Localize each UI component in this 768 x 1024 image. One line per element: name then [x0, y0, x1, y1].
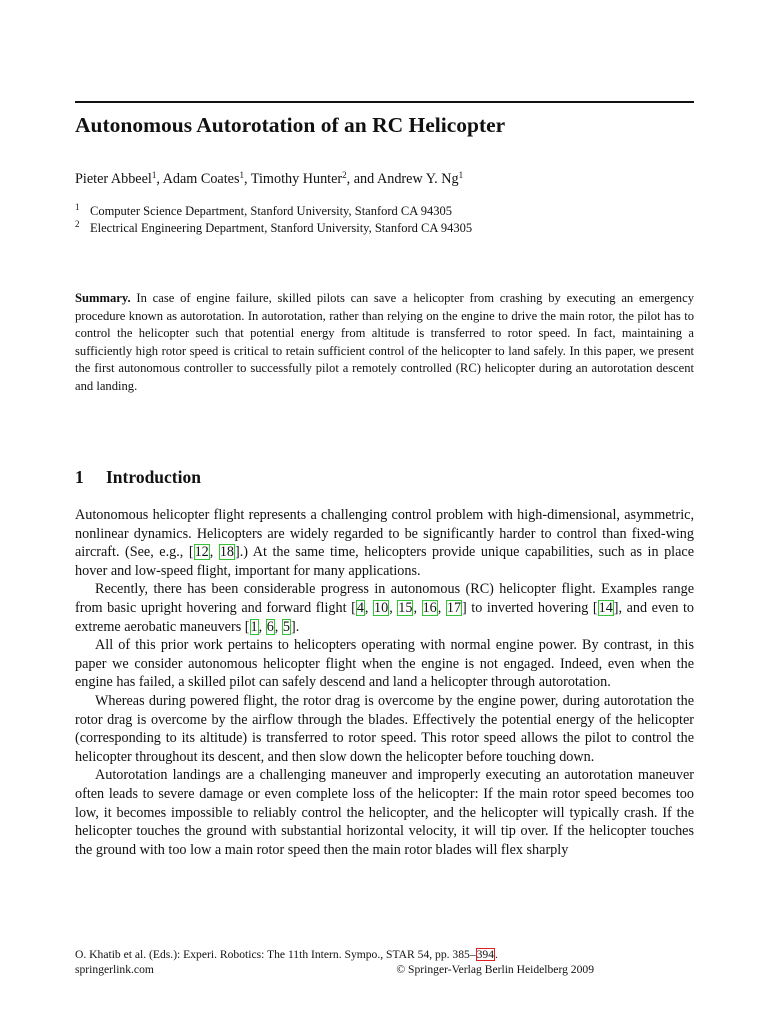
paragraph-text: , [209, 544, 219, 561]
paragraph-text: ]. [290, 618, 300, 635]
affiliation-mark: 2 [75, 219, 80, 229]
citation-line [75, 947, 694, 962]
paragraph-text: ].) At the same time, helicopters provide unique capabilities, such as in place hover and low-speed flight, important for many applications. [75, 544, 695, 579]
citation-suffix: . [495, 948, 498, 961]
author-affil-mark: 2 [342, 170, 347, 180]
intro-body [75, 506, 694, 859]
footer-row [75, 962, 694, 977]
page-footer [75, 947, 694, 977]
author-name: Andrew Y. Ng [376, 171, 459, 187]
affiliation-row [75, 220, 694, 237]
paragraph-text: ] to inverted hovering [ [462, 599, 598, 616]
paragraph-text: ], and even to extreme aerobatic maneuvers [ [75, 599, 695, 635]
paragraph-text: , [437, 599, 446, 616]
citation-link[interactable]: 18 [219, 544, 235, 561]
citation-link[interactable]: 4 [356, 599, 364, 616]
citation-link[interactable]: 15 [398, 599, 413, 616]
author-affil-mark: 1 [458, 170, 464, 180]
paragraph-text: , [274, 618, 282, 635]
citation-link[interactable]: 6 [266, 618, 274, 635]
title-rule [75, 101, 694, 103]
citation-link[interactable]: 5 [282, 618, 290, 635]
author-affil-mark: 1 [239, 170, 244, 180]
citation-link[interactable]: 17 [446, 599, 462, 616]
author-affil-mark: 1 [151, 170, 157, 180]
paragraph [75, 692, 694, 766]
author-name: Adam Coates [162, 171, 240, 187]
site-link[interactable]: springerlink.com [75, 963, 154, 976]
paragraph-text: , [258, 618, 266, 635]
author-list [75, 169, 694, 189]
summary [75, 290, 694, 396]
section-number: 1 [75, 467, 84, 487]
affiliation-row [75, 203, 694, 220]
paragraph [75, 636, 694, 692]
paragraph-text: Whereas during powered flight, the rotor drag is overcome by the engine power, during autorotation the rotor drag is overcome by the airflow through the blades. Effectively the potential energy of the helicopter (corresponding to its altitude) is transferred to rotor speed. This rotor speed allows the pilot to control the helicopter throughout its descent, and then slow down the helicopter before touching down. [75, 692, 694, 765]
paragraph-text: Recently, there has been considerable progress in autonomous (RC) helicopter flight. Examples range from basic upright hovering and forward flight [ [75, 581, 694, 616]
paragraph [75, 506, 694, 580]
affiliation-text: Electrical Engineering Department, Stanford University, Stanford CA 94305 [90, 221, 473, 235]
summary-label: Summary. [75, 291, 131, 305]
section-title: Introduction [106, 467, 201, 487]
citation-link[interactable]: 1 [250, 618, 258, 635]
paragraph-text: , [364, 599, 373, 616]
author-name: Pieter Abbeel [75, 171, 152, 187]
paragraph [75, 766, 694, 859]
author-separator: , [156, 171, 163, 187]
paragraph-text: Autorotation landings are a challenging maneuver and improperly executing an autorotation maneuver often leads to severe damage or even complete loss of the helicopter: If the main rotor speed becomes too low, it becomes impossible to reliably control the helicopter, and the helicopter will typically crash. If the helicopter touches the ground with substantial horizontal velocity, it will tip over. If the helicopter touches the ground with too low a main rotor speed then the main rotor blades will flex sharply [75, 767, 694, 858]
citation-prefix: O. Khatib et al. (Eds.): Experi. Robotics: The 11th Intern. Sympo., STAR 54, pp. 385– [75, 948, 476, 961]
author-name: Timothy Hunter [250, 171, 343, 187]
paragraph-text: All of this prior work pertains to helicopters operating with normal engine power. By contrast, in this paper we consider autonomous helicopter flight when the engine is not engaged. Indeed, even when the engine has failed, a skilled pilot can safely descend and land a helicopter through autorotation. [75, 637, 694, 691]
summary-text: In case of engine failure, skilled pilots can save a helicopter from crashing by executing an emergency procedure known as autorotation. In autorotation, rather than relying on the engine to drive the main rotor, the pilot has to control the helicopter such that potential energy from altitude is transferred to rotor speed. In fact, maintaining a sufficiently high rotor speed is critical to retain sufficient control of the helicopter to land safely. In this paper, we present the first autonomous controller to successfully pilot a remotely controlled (RC) helicopter during an autorotation descent and landing. [75, 291, 694, 393]
citation-link[interactable]: 14 [598, 599, 613, 616]
paper-title: Autonomous Autorotation of an RC Helicopter [75, 113, 506, 137]
paragraph [75, 580, 694, 636]
affiliation-text: Computer Science Department, Stanford University, Stanford CA 94305 [90, 204, 452, 218]
citation-link[interactable]: 16 [422, 599, 437, 616]
citation-link[interactable]: 12 [194, 544, 209, 561]
paragraph-text: Autonomous helicopter flight represents a challenging control problem with high-dimensional, asymmetric, nonlinear dynamics. Helicopters are widely regarded to be significantly harder to control than fixed-wing aircraft. (See, e.g., [ [75, 507, 694, 561]
affiliation-mark: 1 [75, 202, 80, 212]
paragraph-text: , [413, 599, 422, 616]
section-heading [75, 465, 694, 489]
author-separator: , [243, 171, 251, 187]
author-separator: , and [346, 171, 377, 187]
page-link[interactable]: 394 [476, 948, 495, 961]
affiliations [75, 203, 694, 237]
paragraph-text: , [389, 599, 398, 616]
citation-link[interactable]: 10 [374, 599, 389, 616]
copyright: © Springer-Verlag Berlin Heidelberg 2009 [396, 963, 594, 976]
